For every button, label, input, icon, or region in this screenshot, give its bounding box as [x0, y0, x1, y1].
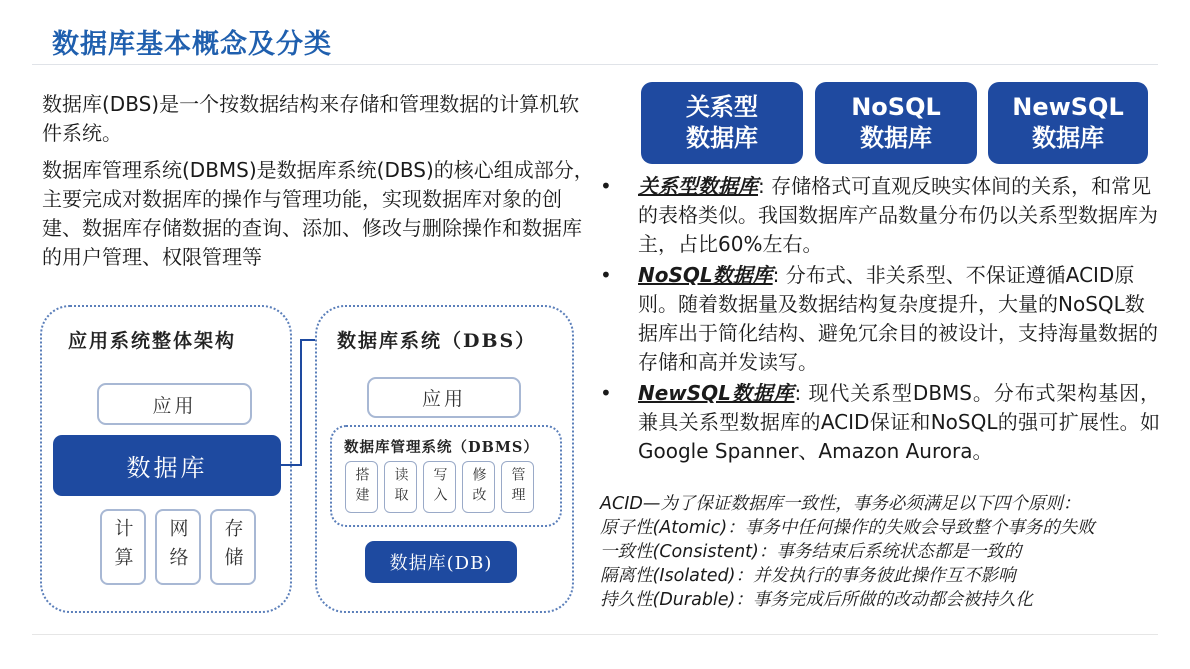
- category-nosql: [815, 82, 977, 164]
- category-nosql-line2: 数据库: [860, 124, 932, 152]
- acid-consistent: 一致性(Consistent)：事务结束后系统状态都是一致的: [600, 542, 1022, 562]
- dbms-item-write: 写入: [423, 461, 456, 513]
- storage-box: 存储: [210, 509, 256, 585]
- intro-paragraph-dbms: 数据库管理系统(DBMS)是数据库系统(DBS)的核心组成部分，主要完成对数据库的操作与管理功能，实现数据库对象的创建、数据库存储数据的查询、添加、修改与删除操作和数据库的用户管理、权限管理等: [42, 158, 594, 269]
- bullet-nosql: [600, 261, 1160, 377]
- category-bullet-list: [600, 172, 1160, 468]
- compute-box: 计算: [100, 509, 146, 585]
- bullet-relational: [600, 172, 1160, 259]
- dbms-item-modify: 修改: [462, 461, 495, 513]
- bullet-nosql-text: : 分布式、非关系型、不保证遵循ACID原则。随着数据量及数据结构复杂度提升，大量的NoSQL数据库出于简化结构、避免冗余目的被设计，支持海量数据的存储和高并发读写。: [638, 263, 1158, 374]
- network-box: 网络: [155, 509, 201, 585]
- category-newsql-line2: 数据库: [1032, 124, 1104, 152]
- category-relational-line2: 数据库: [686, 124, 758, 152]
- bullet-nosql-term: NoSQL数据库: [638, 263, 773, 287]
- bullet-newsql-text: : 现代关系型DBMS。分布式架构基因，兼具关系型数据库的ACID保证和NoSQL的强可扩展性。如Google Spanner、Amazon Aurora。: [638, 381, 1161, 463]
- bullet-newsql: [600, 379, 1160, 466]
- page-title: 数据库基本概念及分类: [52, 29, 332, 60]
- bullet-dot-icon: •: [600, 263, 612, 287]
- bullet-newsql-term: NewSQL数据库: [638, 381, 795, 405]
- app-box-right: 应用: [367, 377, 521, 418]
- dbms-item-manage: 管理: [501, 461, 534, 513]
- dbms-item-build: 搭建: [345, 461, 378, 513]
- app-box-left: 应用: [97, 383, 252, 425]
- category-relational-line1: 关系型: [686, 93, 758, 121]
- bullet-dot-icon: •: [600, 381, 612, 405]
- acid-heading: ACID—为了保证数据库一致性，事务必须满足以下四个原则：: [600, 494, 1081, 514]
- dbms-item-read: 读取: [384, 461, 417, 513]
- acid-notes: [600, 492, 1170, 612]
- dbs-panel-title: 数据库系统（DBS）: [337, 330, 537, 352]
- db-box: 数据库(DB): [365, 541, 517, 583]
- dbms-title: 数据库管理系统（DBMS）: [344, 439, 539, 456]
- bullet-relational-term: 关系型数据库: [638, 174, 758, 198]
- bullet-relational-text: : 存储格式可直观反映实体间的关系，和常见的表格类似。我国数据库产品数量分布仍以关系型数据库为主，占比60%左右。: [638, 174, 1158, 256]
- top-divider: [32, 64, 1158, 65]
- bullet-dot-icon: •: [600, 174, 612, 198]
- app-architecture-title: 应用系统整体架构: [68, 330, 237, 352]
- acid-durable: 持久性(Durable)：事务完成后所做的改动都会被持久化: [600, 590, 1033, 610]
- category-newsql-line1: NewSQL: [1012, 93, 1124, 121]
- acid-atomic: 原子性(Atomic)：事务中任何操作的失败会导致整个事务的失败: [600, 518, 1095, 538]
- database-box-highlight: 数据库: [53, 435, 281, 496]
- category-relational: [641, 82, 803, 164]
- bottom-divider: [32, 634, 1158, 635]
- category-nosql-line1: NoSQL: [851, 93, 941, 121]
- acid-isolated: 隔离性(Isolated)：并发执行的事务彼此操作互不影响: [600, 566, 1016, 586]
- intro-paragraph-dbs: 数据库(DBS)是一个按数据结构来存储和管理数据的计算机软件系统。: [42, 92, 580, 145]
- category-newsql: [988, 82, 1148, 164]
